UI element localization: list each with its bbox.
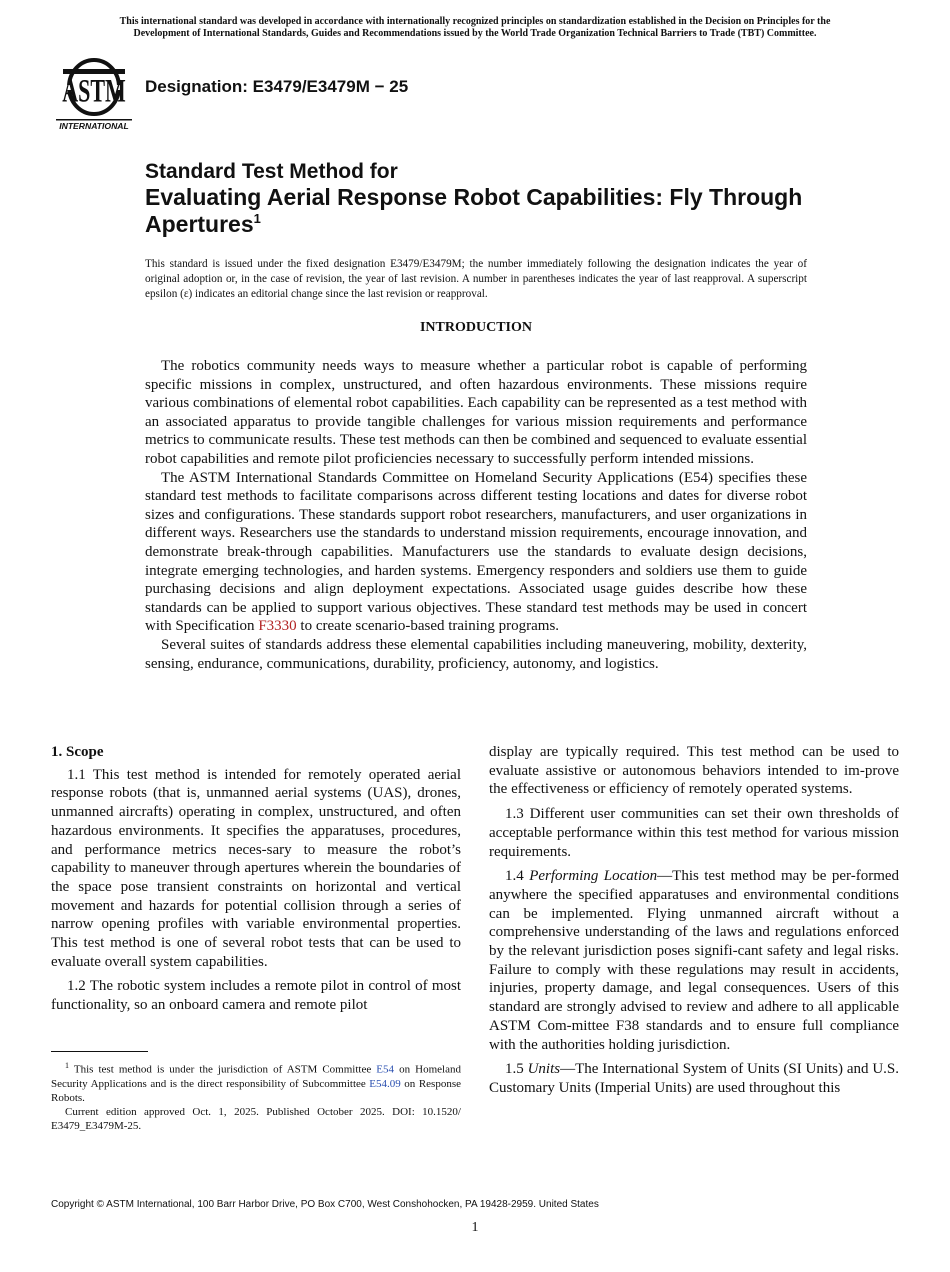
astm-logo <box>53 55 135 133</box>
title-line-3: Apertures <box>145 211 254 237</box>
footnote-divider <box>51 1051 148 1052</box>
f3330-link[interactable]: F3330 <box>258 618 297 635</box>
document-title <box>145 160 845 241</box>
scope-heading: 1. Scope <box>51 744 104 760</box>
tbt-notice-line2: Development of International Standards, Guides and Recommendations issued by the World Trade Organization Technical Barriers to Trade (TBT) Committee. <box>133 28 817 39</box>
section-1-3: 1.3 Different user communities can set their own thresholds of acceptable performance within this test method for various mission requirements. <box>489 806 899 860</box>
footnote-1-mark: 1 <box>65 1061 69 1070</box>
issuance-statement: This standard is issued under the fixed designation E3479/E3479M; the number immediately following the designation indicates the year of original adoption or, in the case of revision, the year of last revision. A number in parentheses indicates the year of last reapproval. A superscript epsilon (ε) indicates an editorial change since the last revision or reapproval. <box>145 258 807 300</box>
e54-09-link[interactable]: E54.09 <box>369 1077 401 1090</box>
introduction-body <box>145 357 807 673</box>
footnote-1-text-b: on Homeland Security Applications and is the direct responsibility of Subcommittee <box>51 1063 461 1090</box>
introduction-heading: INTRODUCTION <box>419 320 532 335</box>
footnotes <box>51 1059 461 1133</box>
intro-paragraph-1: The robotics community needs ways to measure whether a particular robot is capable of performing specific missions in complex, unstructured, and often hazardous environments. These missions require various combinations of elemental robot capabilities. Each capability can be represented as a test method with an associated apparatus to provide tangible challenges for various mission requirements and performance metrics to communicate results. These test methods can then be combined and sequenced to evaluate essential robot capabilities and remote pilot proficiencies necessary to successfully perform intended missions. <box>145 358 807 467</box>
section-1-4 <box>489 867 899 1054</box>
footnote-1-text-c: on Response Robots. <box>51 1077 461 1104</box>
intro-paragraph-3: Several suites of standards address these elemental capabilities including maneuvering, mobility, dexterity, sensing, endurance, communications, durability, proficiency, autonomy, and logistics. <box>145 636 807 672</box>
section-1-5-text: —The International System of Units (SI Units) and U.S. Customary Units (Imperial Units) are used throughout this <box>489 1061 899 1096</box>
section-1-5-number: 1.5 <box>505 1061 528 1078</box>
section-1-4-title: Performing Location <box>529 868 658 885</box>
section-1-5-title: Units <box>527 1061 561 1078</box>
section-1-1: 1.1 This test method is intended for remotely operated aerial response robots (that is, unmanned aerial systems (UAS), drones, unmanned aircrafts) operating in complex, unstructured, and often hazardous environments. It specifies the apparatuses, procedures, and performance metrics neces-sary to measure the robot’s capability to maneuver through apertures wherein the boundaries of the space pose transient constraints on horizontal and vertical movement and hazards for potential collision through a series of narrow opening profiles with variable environmental properties. This test method is one of several robot tests that can be used to evaluate overall system capabilities. <box>51 766 461 970</box>
footnote-1 <box>51 1059 461 1105</box>
section-1-4-text: —This test method may be per-formed anywhere the specified apparatuses and environmental conditions can be implemented. Flying unmanned aircraft without a comprehensive understanding of the laws and regulations enforced by the relevant jurisdiction poses signifi-cant safety and legal risks. Failure to comply with these regulations may result in accidents, injuries, property damage, and legal consequences. Users of this standard are strongly advised to review and adhere to all applicable ASTM Com-mittee F38 standards and to ensure full compliance with the authorities holding jurisdiction. <box>489 868 900 1053</box>
intro-paragraph-2 <box>145 469 807 636</box>
intro-p2-text: The ASTM International Standards Committee on Homeland Security Applications (E54) specifies these standard test methods to facilitate comparisons across different testing locations and dates for diverse robot sizes and configurations. These standards support robot researchers, manufacturers, and user organizations in different ways. Researchers use the standards to understand mission requirements, encourage innovation, and demonstrate break-through capabilities. Manufacturers use the standards to evaluate design decisions, integrate emerging technologies, and harden systems. Emergency responders and soldiers use them to guide purchasing decisions and align deployment expectations. Associated usage guides describe how these standards can be applied to support various objectives. These standard test methods may be used in concert with Specification <box>145 469 807 635</box>
designation: Designation: E3479/E3479M − 25 <box>145 77 409 96</box>
tbt-notice-line1: This international standard was developed in accordance with internationally recognized principles on standardization established in the Decision on Principles for the <box>119 16 831 27</box>
title-footnote-mark: 1 <box>253 211 261 226</box>
title-line-1: Standard Test Method for <box>145 160 398 183</box>
logo-subtext: INTERNATIONAL <box>59 121 129 131</box>
edition-note: Current edition approved Oct. 1, 2025. Published October 2025. DOI: 10.1520/ E3479_E3479M-25. <box>51 1105 461 1132</box>
logo-wordmark: ASTM <box>62 73 126 110</box>
title-line-2: Evaluating Aerial Response Robot Capabilities: Fly Through <box>145 184 803 210</box>
right-column <box>489 743 899 1104</box>
tbt-notice <box>40 16 910 40</box>
left-column <box>51 743 461 1021</box>
section-1-5 <box>489 1060 899 1097</box>
intro-p2-tail: to create scenario-based training programs. <box>296 618 560 635</box>
section-1-2-continued: display are typically required. This test method can be used to evaluate assistive or autonomous behaviors intended to im-prove the effectiveness or efficiency of remotely operated systems. <box>489 744 899 798</box>
title-line-3-wrap <box>145 211 845 241</box>
copyright-notice: Copyright © ASTM International, 100 Barr Harbor Drive, PO Box C700, West Conshohocken, PA 19428-2959. United States <box>51 1199 599 1210</box>
page-number: 1 <box>471 1220 479 1235</box>
e54-link[interactable]: E54 <box>376 1063 395 1076</box>
footnote-1-text-a: This test method is under the jurisdiction of ASTM Committee <box>69 1063 377 1076</box>
section-1-2-start: 1.2 The robotic system includes a remote pilot in control of most functionality, so an onboard camera and remote pilot <box>51 978 461 1014</box>
section-1-4-number: 1.4 <box>505 868 530 885</box>
